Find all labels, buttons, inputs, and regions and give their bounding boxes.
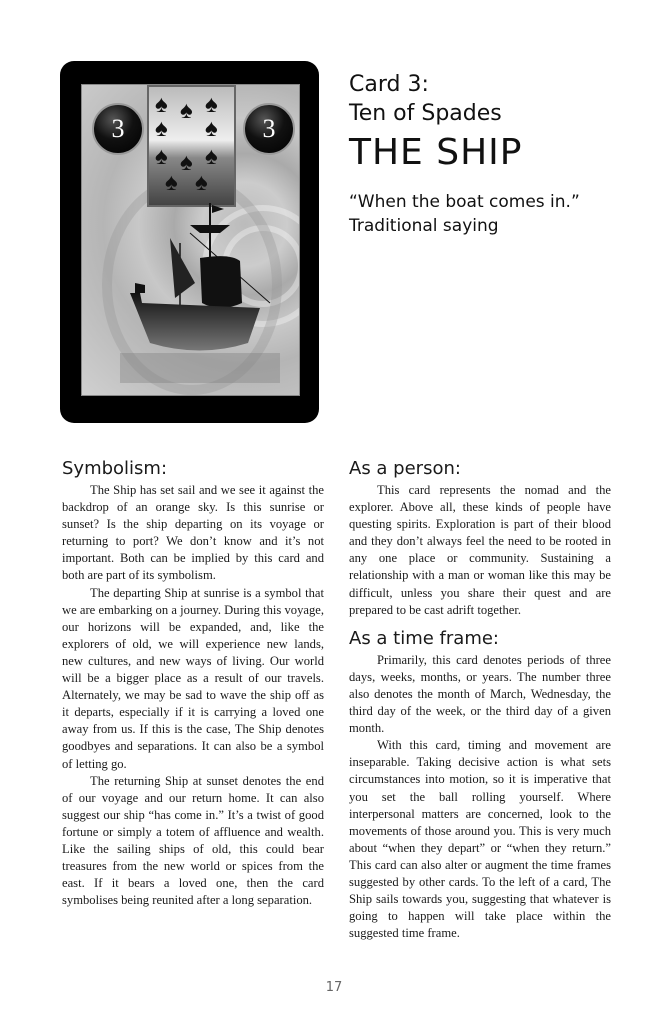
symbolism-section xyxy=(62,457,324,909)
spade-icon: ♠ xyxy=(155,92,168,118)
quote-source: Traditional saying xyxy=(349,216,499,236)
as-a-time-frame-section xyxy=(349,627,611,943)
paragraph: With this card, timing and movement are inseparable. Taking decisive action is what sets circumstances into motion, so it is imperative that you set the ball rolling yourself. Where interpersonal matters are concerned, look to the movements of those around you. This is very much about “when they depart” or “when they return.” This card can also alter or augment the time frames suggested by other cards. To the left of a card, The Ship sails towards you, suggesting that whatever is going to happen will take place within the suggested time frame. xyxy=(349,738,611,941)
card-number-left: 3 xyxy=(92,103,144,155)
spade-icon: ♠ xyxy=(205,92,218,118)
spade-icon: ♠ xyxy=(195,170,208,196)
section-heading: Symbolism: xyxy=(62,458,168,479)
paragraph: The Ship has set sail and we see it against the backdrop of an orange sky. Is this sunrise or sunset? Is the ship departing on its voyage or returning to port? We don’t know and it’s not important. Both can be implied by this card and both are part of its symbolism. xyxy=(62,483,324,583)
card-artwork xyxy=(81,84,300,396)
card-title: THE SHIP xyxy=(349,132,523,173)
ten-of-spades-inset xyxy=(147,85,236,207)
card-label: Card 3: xyxy=(349,72,429,97)
spade-icon: ♠ xyxy=(205,144,218,170)
as-a-person-section xyxy=(349,457,611,619)
card-illustration xyxy=(60,61,319,423)
interpretation-column xyxy=(349,457,611,942)
spade-icon: ♠ xyxy=(180,150,193,176)
spade-icon: ♠ xyxy=(180,98,193,124)
spade-icon: ♠ xyxy=(155,144,168,170)
spade-icon: ♠ xyxy=(155,116,168,142)
card-quote: “When the boat comes in.” xyxy=(349,192,580,212)
paragraph: The departing Ship at sunrise is a symbol that we are embarking on a journey. During this voyage, our horizons will be expanded, and, like the explorers of old, we will experience new lands, new cultures, and new ways of living. Our world will be a bigger place as a result of our travels. Alternately, we may be sad to wave the ship off as it departs, especially if it is carrying a loved one away from us. If this is the case, The Ship denotes goodbyes and separations. It can also be a symbol of letting go. xyxy=(62,585,324,771)
ship-silhouette-icon xyxy=(120,203,280,383)
paragraph: This card represents the nomad and the explorer. Above all, these kinds of people have questing spirits. Exploration is part of their blood and they don’t always feel the need to be rooted in any one place or community. Sustaining a relationship with a man or woman like this may be difficult, unless you share their quest and are prepared to be cast adrift together. xyxy=(349,483,611,617)
spade-icon: ♠ xyxy=(165,170,178,196)
card-number-right: 3 xyxy=(243,103,295,155)
spade-icon: ♠ xyxy=(205,116,218,142)
paragraph: Primarily, this card denotes periods of three days, weeks, months, or years. The number three also denotes the month of March, Wednesday, the third day of the week, or the third day of a given month. xyxy=(349,652,611,736)
page-number: 17 xyxy=(325,980,343,995)
paragraph: The returning Ship at sunset denotes the end of our voyage and our return home. It can also suggest our ship “has come in.” It’s a twist of good fortune or simply a totem of affluence and wealth. Like the sailing ships of old, this could bear treasures from the new world or spices from the east. If it bears a loved one, then the card symbolises being reunited after a long separation. xyxy=(62,773,324,908)
card-header xyxy=(349,70,580,238)
section-heading: As a person: xyxy=(349,458,461,479)
section-heading: As a time frame: xyxy=(349,627,499,649)
card-suit: Ten of Spades xyxy=(349,101,502,126)
